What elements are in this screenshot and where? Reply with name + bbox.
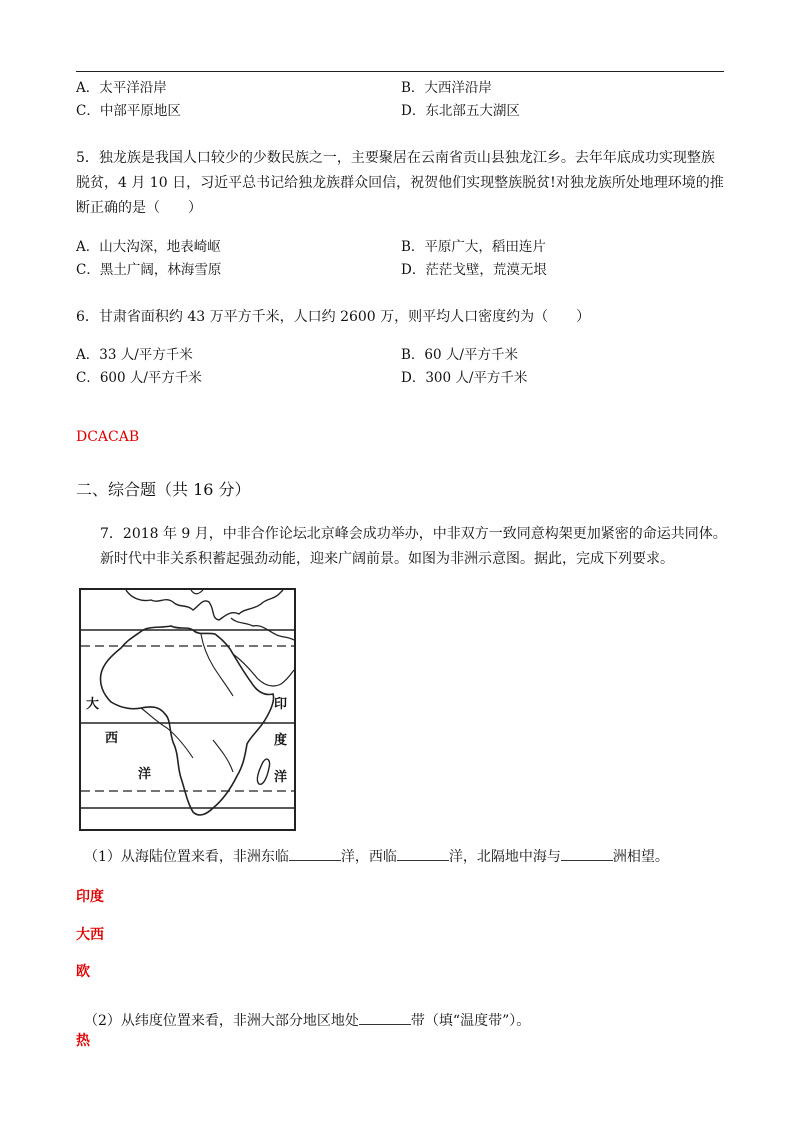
q5-option-c: C．黑土广阔，林海雪原: [76, 262, 222, 278]
q7-sub1-blank2: [397, 848, 449, 861]
q7-sub1-blank1: [289, 848, 341, 861]
q7-sub2: [84, 1012, 530, 1028]
q6-option-c: C．600 人/平方千米: [76, 370, 202, 386]
q7-sub1-blank3: [561, 848, 613, 861]
q7-stem-line1: 7．2018 年 9 月，中非合作论坛北京峰会成功举办，中非双方一致同意构架更加紧密的命运共同体。: [100, 526, 727, 542]
q7-answer2: 热: [76, 1033, 90, 1049]
header-rule: [76, 71, 724, 72]
q7-sub2-blank: [359, 1012, 411, 1025]
q7-sub1-part4: 洲相望。: [612, 849, 669, 865]
map-label-du: 度: [274, 733, 288, 748]
q6-option-a: A．33 人/平方千米: [76, 347, 193, 363]
q7-sub2-part2: 带（填“温度带”）。: [410, 1013, 531, 1029]
q5-option-b: B．平原广大，稻田连片: [401, 239, 546, 255]
q6-option-b: B．60 人/平方千米: [401, 347, 518, 363]
q7-sub1-part1: （1）从海陆位置来看，非洲东临: [84, 849, 289, 865]
q4-option-b: B．大西洋沿岸: [401, 80, 492, 96]
q5-stem-line2: 脱贫，4 月 10 日，习近平总书记给独龙族群众回信，祝贺他们实现整族脱贫!对独龙族所处地理环境的推: [76, 175, 724, 191]
q7-sub1: [84, 848, 669, 864]
q5-stem-line1: 5．独龙族是我国人口较少的少数民族之一，主要聚居在云南省贡山县独龙江乡。去年年底成功实现整族: [76, 150, 715, 166]
q4-option-c: C．中部平原地区: [76, 103, 181, 119]
q7-sub2-part1: （2）从纬度位置来看，非洲大部分地区地处: [84, 1013, 359, 1029]
africa-map-drawing: [81, 590, 294, 829]
map-label-yin: 印: [274, 697, 288, 712]
q7-sub1-part3: 洋，北隔地中海与: [448, 849, 561, 865]
mc-answer-key: DCACAB: [76, 429, 140, 445]
q4-option-a: A．太平洋沿岸: [76, 80, 167, 96]
q7-answer1-blank3: 欧: [76, 964, 90, 980]
q4-option-d: D．东北部五大湖区: [401, 103, 520, 119]
q6-stem: 6．甘肃省面积约 43 万平方千米，人口约 2600 万，则平均人口密度约为（ ）: [76, 309, 591, 325]
q5-option-d: D．茫茫戈壁，荒漠无垠: [401, 262, 547, 278]
q5-stem-line3: 断正确的是（ ）: [76, 200, 202, 216]
map-label-yang-left: 洋: [138, 767, 152, 782]
q7-answer1-blank1: 印度: [76, 889, 104, 905]
q5-option-a: A．山大沟深，地表崎岖: [76, 239, 221, 255]
africa-map: [79, 588, 296, 831]
map-label-da: 大: [86, 697, 100, 712]
q7-answer1-blank2: 大西: [76, 927, 104, 943]
map-label-yang-right: 洋: [274, 770, 288, 785]
q7-stem-line2: 新时代中非关系积蓄起强劲动能，迎来广阔前景。如图为非洲示意图。据此，完成下列要求。: [100, 551, 674, 567]
map-label-xi: 西: [105, 731, 119, 746]
section2-title: 二、综合题（共 16 分）: [76, 480, 251, 499]
q6-option-d: D．300 人/平方千米: [401, 370, 528, 386]
q7-sub1-part2: 洋，西临: [340, 849, 397, 865]
